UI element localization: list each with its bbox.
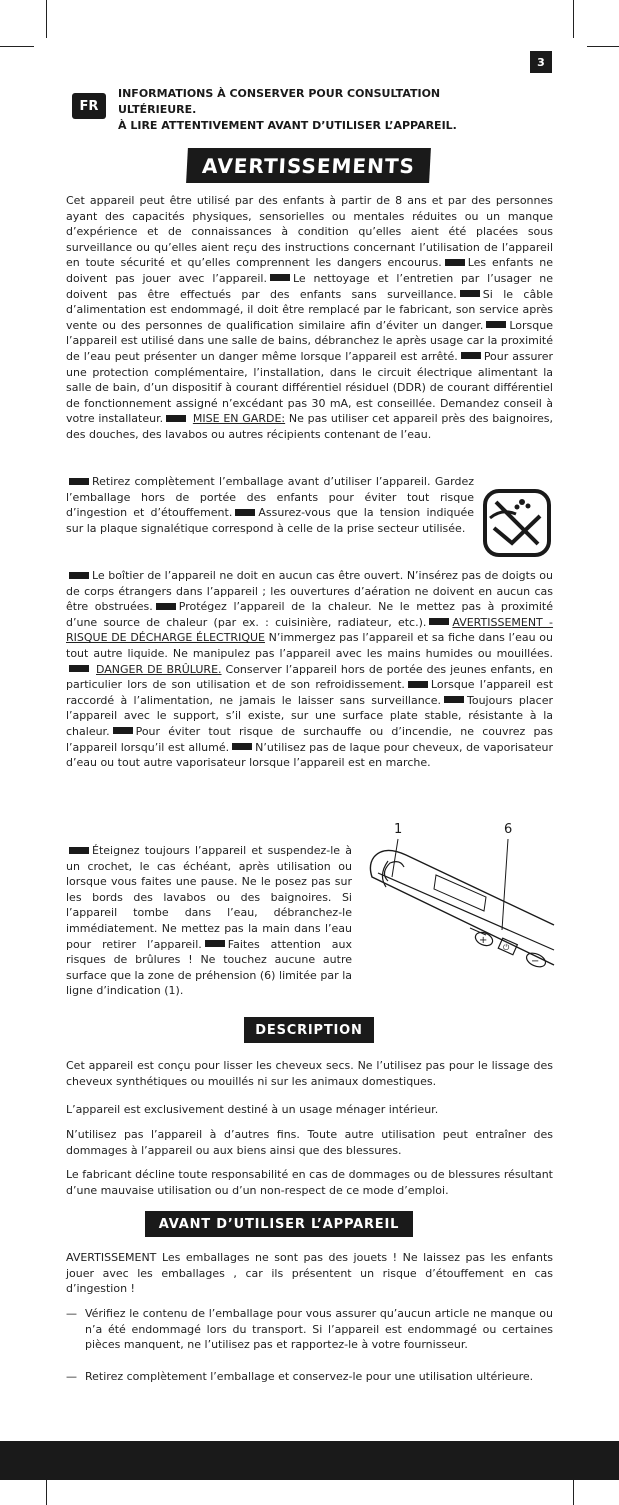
bullet-mark bbox=[461, 352, 481, 359]
description-paragraph: Cet appareil est conçu pour lisser les cheveux secs. Ne l’utilisez pas pour le lissage des cheveux synthétiques ou mouillés ni sur les animaux domestiques. bbox=[66, 1059, 553, 1088]
warnings-text bbox=[66, 193, 553, 443]
figure-label-6: 6 bbox=[504, 822, 513, 837]
bullet-mark bbox=[166, 415, 186, 422]
bullet-mark bbox=[444, 696, 464, 703]
dash-mark: — bbox=[66, 1370, 77, 1383]
footer-bar bbox=[0, 1441, 619, 1480]
warning-sentence: Pour assurer une protection complémentaire, l’installation, dans le circuit électrique alimentant la salle de bain, d’un dispositif à courant différentiel résiduel (DDR) de courant différentiel de fonctionnement assigné n’excédant pas 30 mA, est conseillée. Demandez conseil à votre installateur. bbox=[66, 349, 553, 426]
warnings-text-cont bbox=[66, 568, 553, 771]
warning-sentence: N’utilisez pas de laque pour cheveux, de vaporisateur d’eau ou tout autre vaporisateur lorsque l’appareil est en marche. bbox=[66, 740, 553, 770]
before-use-item-text: Retirez complètement l’emballage et conservez-le pour une utilisation ultérieure. bbox=[85, 1370, 534, 1383]
bullet-mark bbox=[205, 940, 225, 947]
header-line: INFORMATIONS À CONSERVER POUR CONSULTATION bbox=[118, 87, 441, 100]
before-use-item-text: Vérifiez le contenu de l’emballage pour vous assurer qu’aucun article ne manque ou n’a été endommagé lors du transport. Si l’appareil est endommagé ou certaines pièces manquent, ne l’utilisez pas et rapportez-le à votre fournisseur. bbox=[85, 1307, 553, 1352]
crop-mark bbox=[573, 0, 574, 38]
warning-sentence: Pour éviter tout risque de surchauffe ou d’incendie, ne couvrez pas l’appareil lorsqu’il est allumé. bbox=[66, 724, 553, 754]
warning-sentence: Toujours placer l’appareil avec le support, s’il existe, sur une surface plate stable, résistante à la chaleur. bbox=[66, 693, 553, 738]
bullet-mark bbox=[69, 665, 89, 672]
before-use-heading bbox=[145, 1211, 413, 1237]
page-title bbox=[186, 148, 431, 183]
bullet-mark bbox=[235, 509, 255, 516]
warning-label: MISE EN GARDE: bbox=[192, 412, 286, 426]
warning-sentence: Retirez complètement l’emballage avant d’utiliser l’appareil. Gardez l’emballage hors de portée des enfants pour éviter tout risque d’ingestion et d’étouffement. bbox=[66, 475, 474, 520]
warning-sentence: Cet appareil peut être utilisé par des enfants à partir de 8 ans et par des personnes ayant des capacités physiques, sensorielles ou mentales réduites ou un manque d’expérience et de connaissances à condition qu’elles aient été placées sous surveillance ou qu’elles aient reçu des instructions concernant l’utilisation de l’appareil en toute sécurité et qu’elles comprennent les dangers encourus. bbox=[66, 194, 553, 270]
before-use-item bbox=[66, 1369, 553, 1385]
bullet-mark bbox=[445, 259, 465, 266]
bullet-mark bbox=[460, 290, 480, 297]
no-water-warning-icon bbox=[482, 488, 552, 558]
warning-sentence: Conserver l’appareil hors de portée des jeunes enfants, en particulier lors de son utilisation et de son refroidissement. bbox=[66, 662, 553, 692]
warning-sentence: Faites attention aux risques de brûlures ! Ne touchez aucune autre surface que la zone de préhension (6) limitée par la ligne d’indication (1). bbox=[66, 937, 352, 998]
description-paragraph: Le fabricant décline toute responsabilité en cas de dommages ou de blessures résultant d’une mauvaise utilisation ou d’un non-respect de ce mode d’emploi. bbox=[66, 1168, 553, 1197]
bullet-mark bbox=[408, 681, 428, 688]
before-use-heading-text: AVANT D’UTILISER L’APPAREIL bbox=[158, 1216, 400, 1232]
bullet-mark bbox=[69, 847, 89, 854]
description-heading-text: DESCRIPTION bbox=[255, 1022, 363, 1038]
crop-mark bbox=[0, 46, 34, 47]
bullet-mark bbox=[69, 572, 89, 579]
warning-sentence: Le boîtier de l’appareil ne doit en aucun cas être ouvert. N’insérez pas de doigts ou de corps étrangers dans l’appareil ; les ouvertures d’aération ne doivent en aucun cas être obstruées. bbox=[66, 569, 553, 614]
warning-sentence: Ne pas utiliser cet appareil près des baignoires, des douches, des lavabos ou autres récipients contenant de l’eau. bbox=[66, 412, 553, 441]
minus-button-label: − bbox=[531, 956, 540, 967]
page-number: 3 bbox=[530, 51, 552, 73]
description-paragraph: N’utilisez pas l’appareil à d’autres fins. Toute autre utilisation peut entraîner des dommages à l’appareil ou aux biens ainsi que des blessures. bbox=[66, 1128, 553, 1157]
warning-sentence: Lorsque l’appareil est raccordé à l’alimentation, ne jamais le laisser sans surveillance. bbox=[66, 678, 554, 707]
warning-label: AVERTISSEMENT - RISQUE DE DÉCHARGE ÉLECTRIQUE bbox=[66, 615, 554, 645]
bullet-mark bbox=[270, 274, 290, 281]
header-line: ULTÉRIEURE. bbox=[118, 103, 197, 116]
crop-mark bbox=[587, 46, 619, 47]
header-notice bbox=[118, 86, 538, 134]
warning-sentence: Les enfants ne doivent pas jouer avec l’appareil. bbox=[66, 256, 553, 285]
warning-sentence: Éteignez toujours l’appareil et suspendez-le à un crochet, le cas échéant, après utilisation ou lorsque vous faites une pause. Ne le posez pas sur les bords des lavabos ou des baignoires. Si l’appareil tombe dans l’eau, débranchez-le immédiatement. Ne mettez pas la main dans l’eau pour retirer l’appareil. bbox=[66, 844, 352, 951]
figure-label-1: 1 bbox=[394, 822, 403, 837]
bullet-mark bbox=[486, 321, 506, 328]
warning-sentence: Le nettoyage et l’entretien par l’usager ne doivent pas être effectués par des enfants sans surveillance. bbox=[66, 271, 554, 301]
warnings-text-narrow bbox=[66, 474, 474, 536]
warning-sentence: Protégez l’appareil de la chaleur. Ne le mettez pas à proximité d’une source de chaleur (par ex. : cuisinière, radiateur, etc.). bbox=[66, 600, 554, 629]
warning-sentence: Si le câble d’alimentation est endommagé, il doit être remplacé par le fabricant, son service après vente ou des personnes de qualification similaire afin d’éviter un danger. bbox=[66, 287, 553, 332]
before-use-item bbox=[66, 1306, 553, 1353]
description-heading bbox=[244, 1017, 374, 1043]
warning-sentence: N’immergez pas l’appareil et sa fiche dans l’eau ou tout autre liquide. Ne manipulez pas l’appareil avec les mains humides ou mouillées. bbox=[66, 631, 553, 660]
language-badge: FR bbox=[72, 93, 106, 119]
crop-mark bbox=[46, 0, 47, 38]
page-title-text: AVERTISSEMENTS bbox=[201, 153, 416, 178]
bullet-mark bbox=[156, 603, 176, 610]
bullet-mark bbox=[429, 618, 449, 625]
description-paragraph: L’appareil est exclusivement destiné à un usage ménager intérieur. bbox=[66, 1103, 439, 1116]
dash-mark: — bbox=[66, 1307, 77, 1320]
bullet-mark bbox=[69, 478, 89, 485]
bullet-mark bbox=[232, 743, 252, 750]
warning-label: DANGER DE BRÛLURE. bbox=[96, 662, 222, 676]
plus-button-label: + bbox=[479, 935, 488, 946]
hair-straightener-figure bbox=[366, 815, 556, 980]
warnings-text-column bbox=[66, 843, 352, 999]
before-use-warning: AVERTISSEMENT Les emballages ne sont pas des jouets ! Ne laissez pas les enfants jouer avec les emballages , car ils présentent un risque d’étouffement en cas d’ingestion ! bbox=[66, 1251, 553, 1296]
power-button-label: ⏻ bbox=[503, 943, 510, 952]
warning-sentence: Assurez-vous que la tension indiquée sur la plaque signalétique correspond à celle de la prise secteur utilisée. bbox=[66, 506, 474, 535]
bullet-mark bbox=[113, 727, 133, 734]
warning-sentence: Lorsque l’appareil est utilisé dans une salle de bains, débranchez le après usage car la proximité de l’eau peut présenter un danger même lorsque l’appareil est arrêté. bbox=[66, 318, 553, 363]
header-line: À LIRE ATTENTIVEMENT AVANT D’UTILISER L’APPAREIL. bbox=[118, 119, 457, 132]
